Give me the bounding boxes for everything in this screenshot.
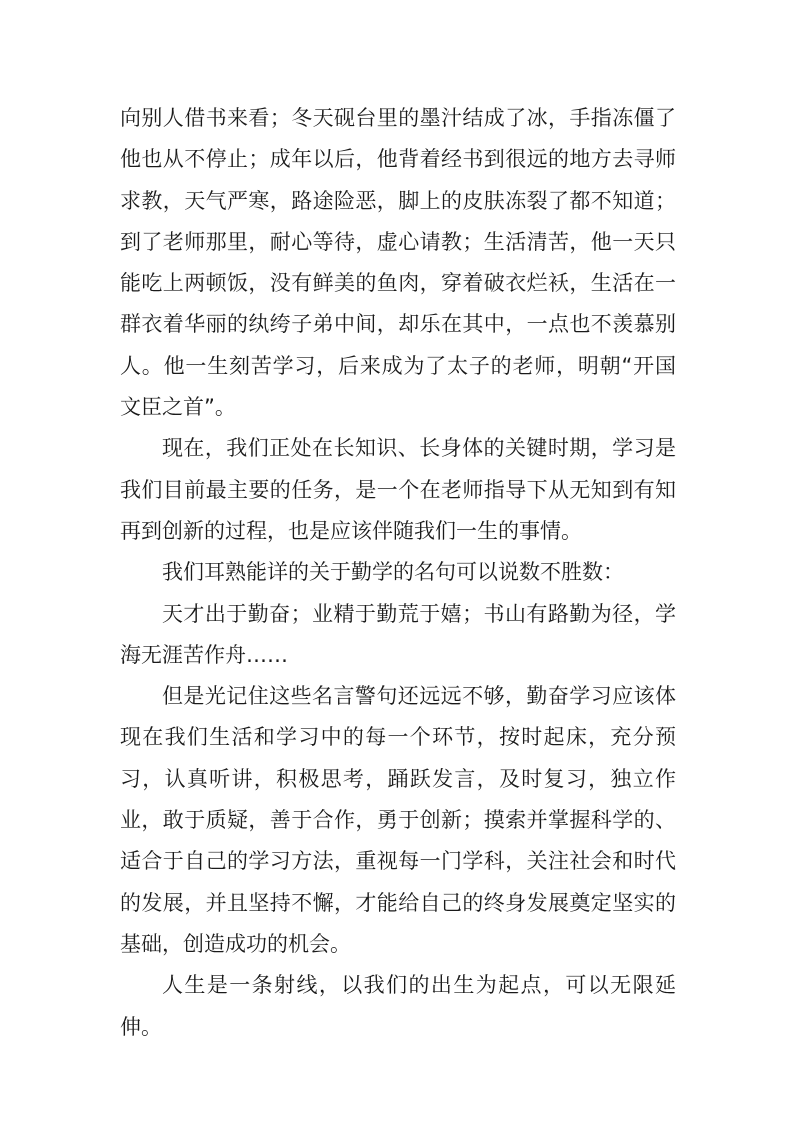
paragraph-diligent-study: 但是光记住这些名言警句还远远不够，勤奋学习应该体现在我们生活和学习中的每一个环节，按时起床，充分预习，认真听讲，积极思考，踊跃发言，及时复习，独立作业，敢于质疑，善于合作，勇于创新；摸索并掌握科学的、适合于自己的学习方法，重视每一门学科，关注社会和时代的发展，并且坚持不懈，才能给自己的终身发展奠定坚实的基础，创造成功的机会。 bbox=[120, 684, 676, 956]
paragraph-life-ray: 人生是一条射线，以我们的出生为起点，可以无限延伸。 bbox=[120, 973, 676, 1039]
document-body bbox=[120, 98, 676, 1048]
paragraph-continuation: 向别人借书来看；冬天砚台里的墨汁结成了冰，手指冻僵了他也从不停止；成年以后，他背着经书到很远的地方去寻师求教，天气严寒，路途险恶，脚上的皮肤冻裂了都不知道；到了老师那里，耐心等待，虚心请教；生活清苦，他一天只能吃上两顿饭，没有鲜美的鱼肉，穿着破衣烂袄，生活在一群衣着华丽的纨绔子弟中间，却乐在其中，一点也不羡慕别人。他一生刻苦学习，后来成为了太子的老师，明朝“开国文臣之首”。 bbox=[120, 106, 676, 420]
paragraph-famous-sayings-intro: 我们耳熟能详的关于勤学的名句可以说数不胜数： bbox=[162, 560, 624, 585]
paragraph-famous-sayings: 天才出于勤奋；业精于勤荒于嬉；书山有路勤为径，学海无涯苦作舟…… bbox=[120, 601, 676, 667]
paragraph-current-period: 现在，我们正处在长知识、长身体的关键时期，学习是我们目前最主要的任务，是一个在老师指导下从无知到有知再到创新的过程，也是应该伴随我们一生的事情。 bbox=[120, 436, 676, 543]
